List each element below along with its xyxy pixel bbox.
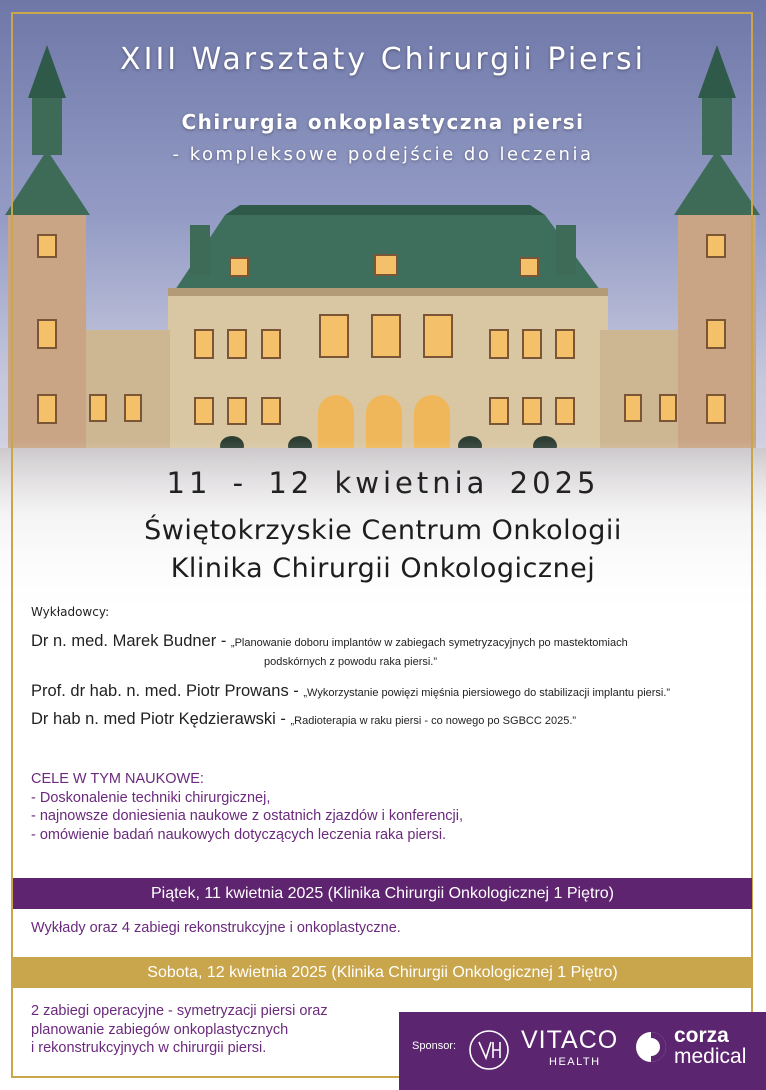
corza-logo-icon (634, 1030, 668, 1064)
lecture-topic: „Radioterapia w raku piersi - co nowego po SGBCC 2025.” (290, 715, 577, 727)
venue-line-2: Klinika Chirurgii Onkologicznej (170, 553, 596, 584)
goals-heading: CELE W TYM NAUKOWE: (31, 771, 204, 787)
lecturer-item (31, 682, 670, 701)
lecture-topic-continued: podskórnych z powodu raka piersi.” (264, 656, 438, 668)
sponsor-label: Sponsor: (412, 1040, 457, 1052)
lecturer-name: Dr hab n. med Piotr Kędzierawski - (31, 710, 291, 728)
saturday-description (31, 1002, 328, 1058)
goal-item: - najnowsze doniesienia naukowe z ostatnich zjazdów i konferencji, (31, 808, 464, 824)
subtitle-secondary: - kompleksowe podejście do leczenia (172, 144, 594, 165)
sponsor-panel (399, 1012, 766, 1090)
subtitle: Chirurgia onkoplastyczna piersi (181, 110, 585, 134)
goals-section (31, 770, 463, 844)
saturday-bar: Sobota, 12 kwietnia 2025 (Klinika Chirurgii Onkologicznej 1 Piętro) (13, 957, 752, 988)
goal-item: - omówienie badań naukowych dotyczących leczenia raka piersi. (31, 826, 447, 843)
saturday-line: i rekonstrukcyjnych w chirurgii piersi. (31, 1040, 267, 1056)
page-title: XIII Warsztaty Chirurgii Piersi (120, 42, 646, 77)
event-date: 11 - 12 kwietnia 2025 (166, 466, 600, 500)
corza-wordmark: corza (674, 1024, 729, 1047)
health-wordmark: HEALTH (549, 1056, 601, 1068)
vitaco-wordmark: VITACO (521, 1026, 619, 1054)
venue-line-1: Świętokrzyskie Centrum Onkologii (144, 515, 622, 546)
friday-description: Wykłady oraz 4 zabiegi rekonstrukcyjne i onkoplastyczne. (31, 920, 401, 936)
friday-bar: Piątek, 11 kwietnia 2025 (Klinika Chirurgii Onkologicznej 1 Piętro) (13, 878, 752, 909)
lecture-topic: „Wykorzystanie powięzi mięśnia piersiowego do stabilizacji implantu piersi.” (303, 687, 671, 699)
medical-wordmark: medical (674, 1045, 747, 1068)
lecturer-name: Prof. dr hab. n. med. Piotr Prowans - (31, 682, 304, 700)
saturday-line: 2 zabiegi operacyjne - symetryzacji piersi oraz (31, 1003, 328, 1019)
saturday-line: planowanie zabiegów onkoplastycznych (31, 1021, 289, 1038)
lecturer-item (31, 632, 628, 668)
lecturer-name: Dr n. med. Marek Budner - (31, 632, 231, 650)
vitaco-logo-icon (467, 1028, 511, 1072)
lecture-topic: „Planowanie doboru implantów w zabiegach symetryzacyjnych po mastektomiach (230, 637, 628, 649)
lecturer-item (31, 710, 576, 729)
goal-item: - Doskonalenie techniki chirurgicznej, (31, 789, 271, 806)
lecturers-heading: Wykładowcy: (31, 605, 110, 619)
